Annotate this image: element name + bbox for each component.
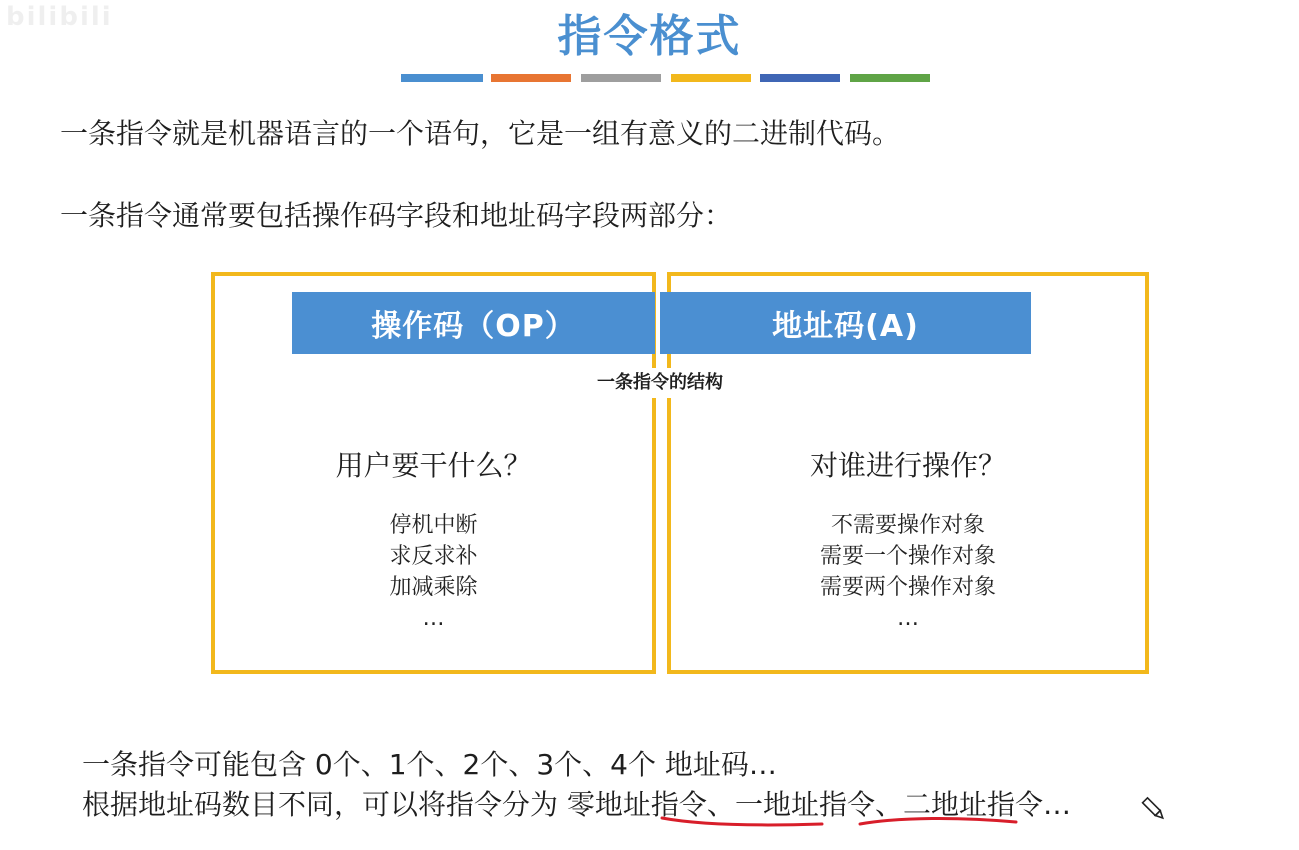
- list-item: 求反求补: [389, 544, 478, 569]
- pen-icon: [1143, 798, 1166, 821]
- opcode-question: 用户要干什么？: [335, 449, 532, 482]
- one-address-instruction: 一地址指令: [734, 788, 875, 821]
- address-count-line: 一条指令可能包含 0个、1个、2个、3个、4个 地址码…: [82, 748, 777, 781]
- list-item: 停机中断: [389, 513, 478, 538]
- separator: 、: [706, 788, 735, 821]
- list-item: 不需要操作对象: [830, 513, 985, 538]
- address-field: 地址码(A): [660, 292, 1031, 354]
- separator: 、: [874, 788, 903, 821]
- underline-zero-address: [662, 818, 822, 825]
- paragraph-definition: 一条指令就是机器语言的一个语句，它是一组有意义的二进制代码。: [60, 117, 901, 150]
- zero-address-instruction: 零地址指令: [566, 788, 707, 821]
- paragraph-fields: 一条指令通常要包括操作码字段和地址码字段两部分：: [60, 199, 733, 232]
- address-question: 对谁进行操作？: [809, 449, 1006, 482]
- list-item: …: [422, 606, 445, 631]
- classification-prefix: 根据地址码数目不同，可以将指令分为: [82, 788, 567, 821]
- list-item: 需要两个操作对象: [819, 575, 996, 600]
- diagram-caption: 一条指令的结构: [540, 368, 780, 398]
- watermark-logo: bilibili: [6, 2, 113, 32]
- list-item: 需要一个操作对象: [819, 544, 996, 569]
- list-item: 加减乘除: [389, 575, 478, 600]
- list-item: …: [897, 606, 919, 631]
- page-title: 指令格式: [557, 11, 742, 62]
- opcode-field: 操作码（OP）: [292, 292, 655, 354]
- two-address-instruction: 二地址指令…: [902, 788, 1071, 821]
- underline-one-address: [860, 818, 1016, 824]
